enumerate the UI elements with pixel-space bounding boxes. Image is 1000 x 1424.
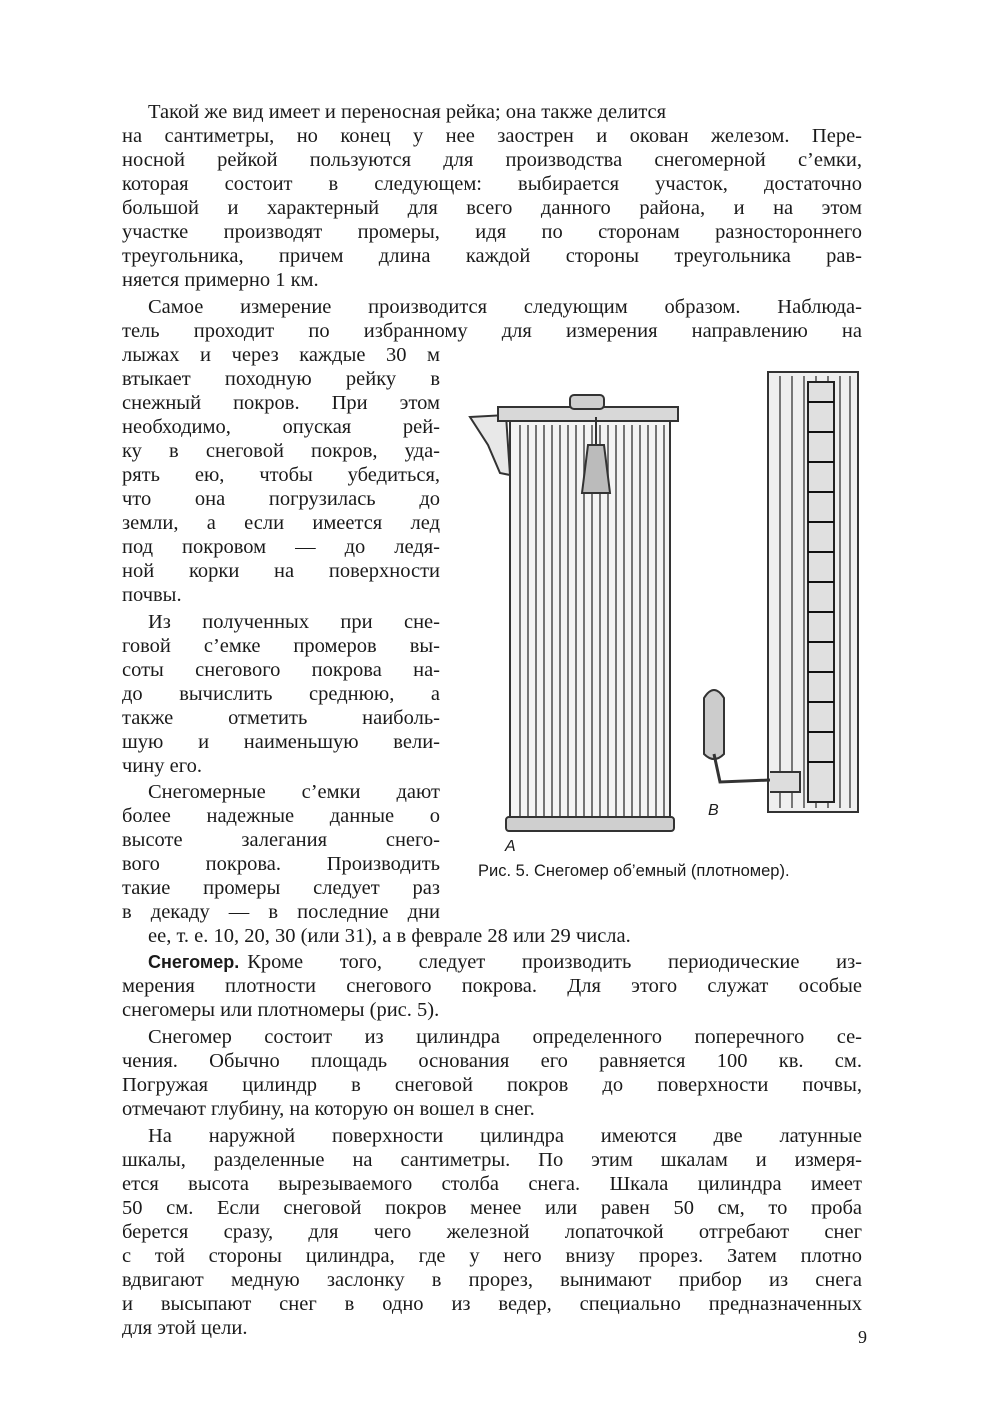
text-line: ку в снеговой покров, уда- [122,440,440,462]
text-line: чину его. [122,755,202,777]
text-line: берется сразу, для чего железной лопаточкой отгребают снег [122,1221,862,1243]
page-number: 9 [858,1327,867,1347]
text-line: ется высота вырезываемого столба снега. Шкала цилиндра имеет [122,1173,862,1195]
text-line: в декаду — в последние дни [122,901,440,923]
text-line: На наружной поверхности цилиндра имеются две латунные [148,1125,862,1147]
text-line: шкалы, разделенные на сантиметры. По этим шкалам и измеря- [122,1149,862,1171]
text-line: до вычислить среднюю, а [122,683,440,705]
section-heading: Снегомер. [148,952,240,972]
text-line: для этой цели. [122,1317,248,1339]
text-line: и высыпают снег в одно из ведер, специально предназначенных [122,1293,862,1315]
text-line: треугольника, причем длина каждой стороны треугольника рав- [122,245,862,267]
text-line: которая состоит в следующем: выбирается участок, достаточно [122,173,862,195]
text-line: Погружая цилиндр в снеговой покров до поверхности почвы, [122,1074,862,1096]
text-line: более надежные данные о [122,805,440,827]
text-line: втыкает походную рейку в [122,368,440,390]
snow-gauge-cylinder-illustration [458,385,688,845]
text-line: снегомеры или плотномеры (рис. 5). [122,999,440,1021]
text-line: на сантиметры, но конец у нее заострен и окован железом. Пере- [122,125,862,147]
text-line: Такой же вид имеет и переносная рейка; она также делится [148,101,667,123]
text-line: высоте залегания снего- [122,829,440,851]
text-line: Самое измерение производится следующим образом. Наблюда- [148,296,862,318]
text-line: большой и характерный для всего данного района, и на этом [122,197,862,219]
figure-label-b: В [708,802,719,819]
text-line: участке производят промеры, идя по сторонам разностороннего [122,221,862,243]
text-line: рять ею, чтобы убедиться, [122,464,440,486]
text-line: ной корки на поверхности [122,560,440,582]
text-line: необходимо, опуская рей- [122,416,440,438]
snow-gauge-scale-illustration [690,362,870,822]
text-line: вого покрова. Производить [122,853,440,875]
text-line: носной рейкой пользуются для производства снегомерной с’емки, [122,149,862,171]
figure-label-a: А [505,838,516,855]
text-line: 50 см. Если снеговой покров менее или равен 50 см, то проба [122,1197,862,1219]
text-line [148,950,862,974]
text-line: Из полученных при сне- [148,611,440,633]
text-line: вдвигают медную заслонку в прорез, вынимают прибор из снега [122,1269,862,1291]
figure-caption: Рис. 5. Снегомер об’емный (плотномер). [478,862,790,880]
text-line: Снегомер состоит из цилиндра определенного поперечного се- [148,1026,862,1048]
text-line: чения. Обычно площадь основания его равняется 100 кв. см. [122,1050,862,1072]
text-line: тель проходит по избранному для измерения направлению на [122,320,862,342]
text-line: такие промеры следует раз [122,877,440,899]
text-line: отмечают глубину, на которую он вошел в снег. [122,1098,535,1120]
text-line: шую и наименьшую вели- [122,731,440,753]
text-line: Снегомерные с’емки дают [148,781,440,803]
text-line: земли, а если имеется лед [122,512,440,534]
text-line: снежный покров. При этом [122,392,440,414]
text-line: также отметить наиболь- [122,707,440,729]
text-fragment: Кроме того, следует производить периодические из- [247,951,862,973]
text-line: ее, т. е. 10, 20, 30 (или 31), а в феврале 28 или 29 числа. [148,925,631,947]
text-line: лыжах и через каждые 30 м [122,344,440,366]
text-line: почвы. [122,584,182,606]
text-line: что она погрузилась до [122,488,440,510]
text-line: няется примерно 1 км. [122,269,319,291]
text-line: с той стороны цилиндра, где у него внизу прорез. Затем плотно [122,1245,862,1267]
text-line: соты снегового покрова на- [122,659,440,681]
text-line: мерения плотности снегового покрова. Для этого служат особые [122,975,862,997]
text-line: говой с’емке промеров вы- [122,635,440,657]
text-line: под покровом — до ледя- [122,536,440,558]
